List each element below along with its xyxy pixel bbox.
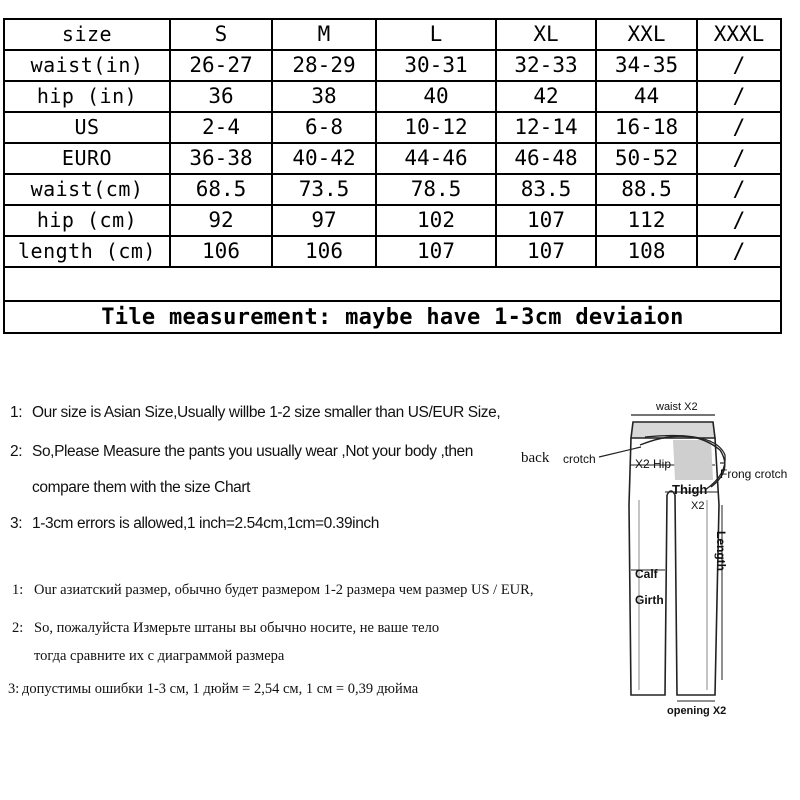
table-cell: 2-4 [170,112,272,143]
table-cell: 36-38 [170,143,272,174]
row-label-cell: length (cm) [4,236,170,267]
note-text: So,Please Measure the pants you usually wear ,Not your body ,then [32,443,473,460]
table-row [4,143,781,174]
note-text: Our size is Asian Size,Usually willbe 1-2 size smaller than US/EUR Size, [32,404,501,421]
table-cell: XXXL [697,19,781,50]
table-cell: 34-35 [596,50,697,81]
row-label-cell: US [4,112,170,143]
measurement-note-row [4,301,781,333]
pants-measurement-diagram [515,395,800,720]
table-cell: / [697,143,781,174]
table-cell: 32-33 [496,50,596,81]
note-text: 1-3cm errors is allowed,1 inch=2.54cm,1cm=0.39inch [32,515,380,532]
table-cell: / [697,112,781,143]
note-text: Our азиатский размер, обычно будет размером 1-2 размера чем размер US / EUR, [34,582,534,598]
girth-label: Girth [635,593,664,607]
table-cell: 44 [596,81,697,112]
table-cell: 107 [496,236,596,267]
blank-cell [4,267,781,301]
note-en-3 [10,515,379,533]
table-cell: 30-31 [376,50,496,81]
thigh-label: Thigh [672,482,708,497]
note-text: допустимы ошибки 1-3 см, 1 дюйм = 2,54 см, 1 см = 0,39 дюйма [22,681,419,697]
table-cell: 73.5 [272,174,376,205]
note-number: 1: [12,582,24,598]
table-row [4,236,781,267]
table-row [4,174,781,205]
table-cell: 50-52 [596,143,697,174]
note-en-1 [10,404,500,422]
row-label-cell: waist(cm) [4,174,170,205]
row-label-cell: size [4,19,170,50]
table-cell: XL [496,19,596,50]
note-number: 3: [8,681,20,697]
table-cell: 107 [376,236,496,267]
blank-row [4,267,781,301]
table-cell: 6-8 [272,112,376,143]
note-number: 2: [12,620,24,636]
note-ru-2-cont [12,648,284,665]
row-label-cell: hip (cm) [4,205,170,236]
note-text: So, пожалуйста Измерьте штаны вы обычно носите, не ваше тело [34,620,440,636]
note-number: 2: [10,443,23,460]
table-cell: / [697,50,781,81]
table-row [4,205,781,236]
table-cell: 92 [170,205,272,236]
table-cell: 36 [170,81,272,112]
table-cell: 16-18 [596,112,697,143]
size-chart-body [4,19,781,333]
note-ru-1 [12,582,533,599]
length-label: Length [714,531,728,571]
hip-label: X2 Hip [635,457,672,471]
note-ru-2 [12,620,439,637]
table-cell: 68.5 [170,174,272,205]
note-number: 3: [10,515,23,532]
table-cell: / [697,236,781,267]
table-cell: S [170,19,272,50]
measurement-note: Tile measurement: maybe have 1-3cm deviaion [4,301,781,333]
table-row [4,81,781,112]
back-label: back [521,450,550,466]
table-cell: 26-27 [170,50,272,81]
table-cell: / [697,174,781,205]
table-cell: 40-42 [272,143,376,174]
table-cell: 40 [376,81,496,112]
table-cell: 106 [272,236,376,267]
size-chart-table [3,18,782,334]
row-label-cell: EURO [4,143,170,174]
table-cell: 112 [596,205,697,236]
table-cell: 78.5 [376,174,496,205]
table-cell: M [272,19,376,50]
row-label-cell: waist(in) [4,50,170,81]
note-en-2-cont [10,479,250,497]
front-crotch-label: Frong crotch [720,467,788,481]
table-row [4,112,781,143]
table-cell: 108 [596,236,697,267]
table-cell: 88.5 [596,174,697,205]
table-cell: 83.5 [496,174,596,205]
table-cell: / [697,205,781,236]
thigh-x2-label: X2 [691,500,705,512]
waist-label: waist X2 [656,401,698,413]
pants-outline-illustration [515,395,800,720]
note-text: тогда сравните их с диаграммой размера [34,648,285,664]
table-cell: 28-29 [272,50,376,81]
note-ru-3 [8,681,418,698]
table-cell: 44-46 [376,143,496,174]
calf-label: Calf [635,567,658,581]
table-cell: 38 [272,81,376,112]
table-cell: 97 [272,205,376,236]
table-row [4,19,781,50]
table-cell: 102 [376,205,496,236]
table-cell: / [697,81,781,112]
crotch-label: crotch [563,452,596,466]
table-cell: 106 [170,236,272,267]
opening-label: opening X2 [667,705,727,717]
table-cell: 10-12 [376,112,496,143]
note-en-2 [10,443,473,461]
note-number: 1: [10,404,23,421]
row-label-cell: hip (in) [4,81,170,112]
table-cell: 107 [496,205,596,236]
table-cell: L [376,19,496,50]
table-row [4,50,781,81]
table-cell: 12-14 [496,112,596,143]
table-cell: 46-48 [496,143,596,174]
note-text: compare them with the size Chart [32,479,251,496]
table-cell: XXL [596,19,697,50]
table-cell: 42 [496,81,596,112]
